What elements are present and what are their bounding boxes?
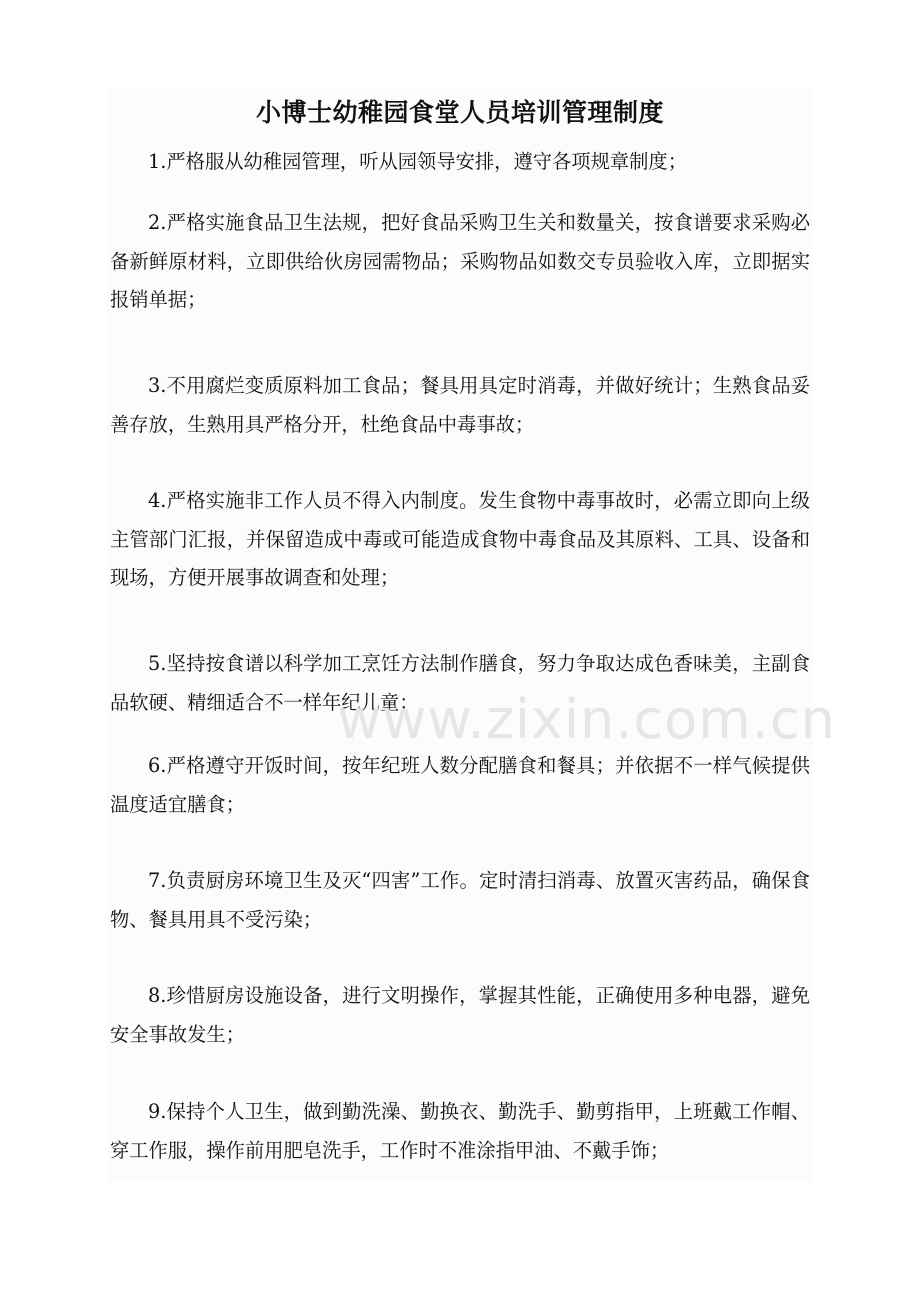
- paragraph-5: 5.坚持按食谱以科学加工烹饪方法制作膳食，努力争取达成色香味美，主副食品软硬、精细适合不一样年纪儿童；: [110, 652, 810, 714]
- watermark-text: www.zixin.com.cn: [337, 688, 836, 751]
- paragraph-7: 7.负责厨房环境卫生及灭“四害”工作。定时清扫消毒、放置灭害药品，确保食物、餐具用具不受污染；: [110, 869, 810, 931]
- paragraph-6: 6.严格遵守开饭时间，按年纪班人数分配膳食和餐具；并依据不一样气候提供温度适宜膳食；: [110, 754, 810, 816]
- paragraph-4: 4.严格实施非工作人员不得入内制度。发生食物中毒事故时，必需立即向上级主管部门汇报，并保留造成中毒或可能造成食物中毒食品及其原料、工具、设备和现场，方便开展事故调查和处理；: [110, 489, 810, 589]
- paragraph-8: 8.珍惜厨房设施设备，进行文明操作，掌握其性能，正确使用多种电器，避免安全事故发生；: [110, 984, 810, 1046]
- paragraph-3: 3.不用腐烂变质原料加工食品；餐具用具定时消毒，并做好统计；生熟食品妥善存放，生熟用具严格分开，杜绝食品中毒事故；: [110, 374, 810, 436]
- paragraph-1: 1.严格服从幼稚园管理，听从园领导安排，遵守各项规章制度；: [148, 150, 687, 173]
- paragraph-9: 9.保持个人卫生，做到勤洗澡、勤换衣、勤洗手、勤剪指甲，上班戴工作帽、穿工作服，操作前用肥皂洗手，工作时不准涂指甲油、不戴手饰；: [110, 1100, 810, 1162]
- paragraph-2: 2.严格实施食品卫生法规，把好食品采购卫生关和数量关，按食谱要求采购必备新鲜原材料，立即供给伙房园需物品；采购物品如数交专员验收入库，立即据实报销单据；: [110, 211, 810, 311]
- document-page: [107, 88, 836, 1182]
- document-title: 小博士幼稚园食堂人员培训管理制度: [255, 98, 664, 127]
